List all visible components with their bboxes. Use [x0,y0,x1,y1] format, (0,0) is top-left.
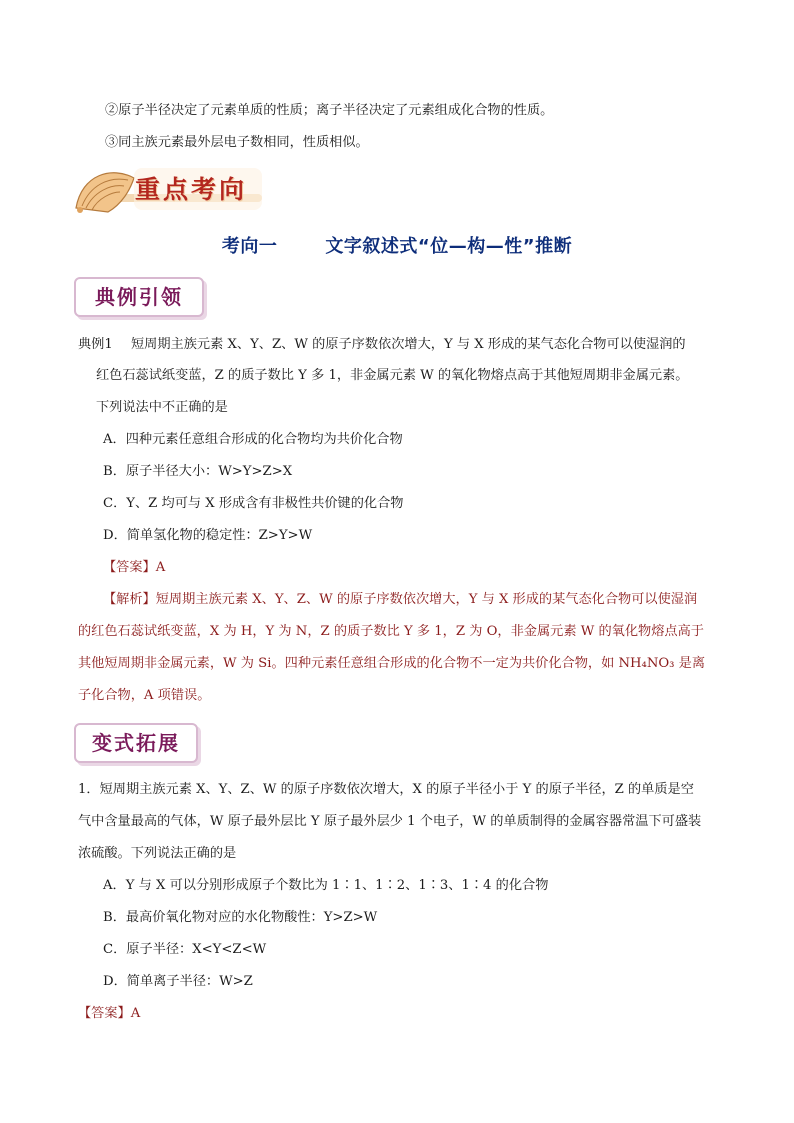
example-option-b: B．原子半径大小：W>Y>Z>X [103,464,293,479]
intro-line-2: ③同主族元素最外层电子数相同，性质相似。 [105,135,369,150]
shell-icon [76,173,134,213]
variant-stem-1: 1．短周期主族元素 X、Y、Z、W 的原子序数依次增大，X 的原子半径小于 Y 的原子半径，Z 的单质是空 [78,782,694,797]
variant-stem-2: 气中含量最高的气体，W 原子最外层比 Y 原子最外层少 1 个电子，W 的单质制得的金属容器常温下可盛装 [78,814,702,829]
variant-heading-box [74,723,198,763]
variant-option-d: D．简单离子半径：W>Z [103,974,253,989]
variant-heading: 变式拓展 [92,731,180,755]
variant-option-a: A．Y 与 X 可以分别形成原子个数比为 1∶1、1∶2、1∶3、1∶4 的化合物 [103,878,549,893]
example-stem-2: 红色石蕊试纸变蓝，Z 的质子数比 Y 多 1，非金属元素 W 的氧化物熔点高于其他短周期非金属元素。 [96,368,689,383]
section-title-part1: 考向一 [221,236,278,257]
section-title [0,232,794,258]
variant-stem-3: 浓硫酸。下列说法正确的是 [78,846,237,861]
intro-line-1: ②原子半径决定了元素单质的性质；离子半径决定了元素组成化合物的性质。 [105,103,554,118]
example-label: 典例1 [78,337,113,352]
section-title-part2: 文字叙述式“位—构—性”推断 [325,236,573,257]
example-answer: 【答案】A [103,560,166,575]
variant-answer: 【答案】A [78,1006,141,1021]
analysis-line-2: 的红色石蕊试纸变蓝，X 为 H，Y 为 N，Z 的质子数比 Y 多 1，Z 为 O，非金属元素 W 的氧化物熔点高于 [78,624,704,639]
example-option-c: C．Y、Z 均可与 X 形成含有非极性共价键的化合物 [103,496,404,511]
analysis-line-4: 子化合物，A 项错误。 [78,688,211,703]
variant-option-b: B．最高价氧化物对应的水化物酸性：Y>Z>W [103,910,378,925]
banner-title: 重点考向 [135,175,248,204]
example-stem-3: 下列说法中不正确的是 [96,400,228,415]
example-heading: 典例引领 [95,285,183,309]
example-heading-box [74,277,204,317]
variant-option-c: C．原子半径：X<Y<Z<W [103,942,267,957]
example-option-a: A．四种元素任意组合形成的化合物均为共价化合物 [103,432,403,447]
example-stem-1: 短周期主族元素 X、Y、Z、W 的原子序数依次增大，Y 与 X 形成的某气态化合物可以使湿润的 [131,337,686,352]
analysis-line-3: 其他短周期非金属元素，W 为 Si。四种元素任意组合形成的化合物不一定为共价化合物，如 NH₄NO₃ 是离 [78,656,706,671]
analysis-line-1: 【解析】短周期主族元素 X、Y、Z、W 的原子序数依次增大，Y 与 X 形成的某气态化合物可以使湿润 [103,592,698,607]
example-option-d: D．简单氢化物的稳定性：Z>Y>W [103,528,313,543]
